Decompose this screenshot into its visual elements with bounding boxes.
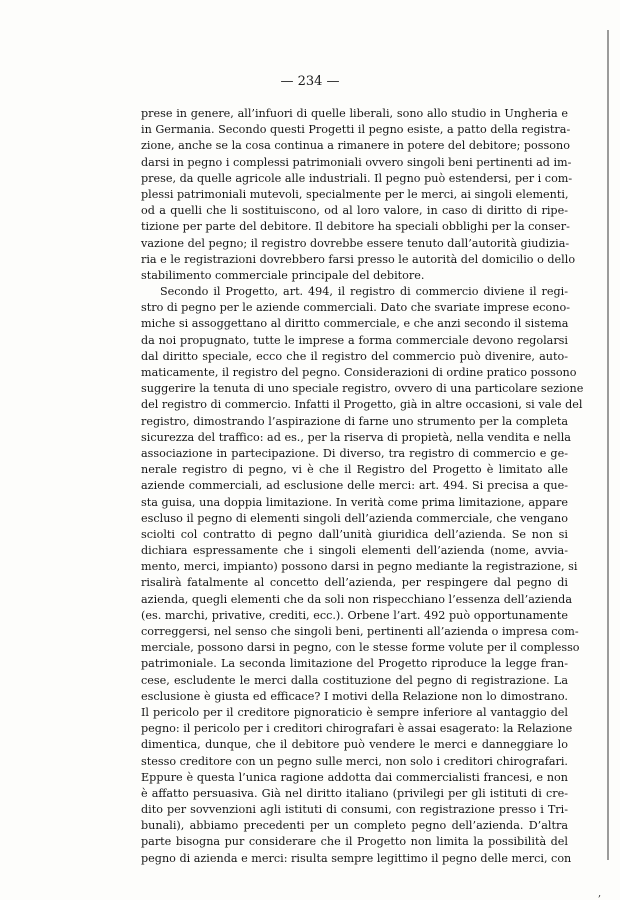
text-line: sicurezza del traffico: ad es., per la riserva di propietà, nella vendita e nella <box>141 430 571 444</box>
text-line: Secondo il Progetto, art. 494, il registro di commercio diviene il regi- <box>160 285 568 299</box>
text-line: prese, da quelle agricole alle industriali. Il pegno può estendersi, per i com- <box>141 171 573 185</box>
text-line: patrimoniale. La seconda limitazione del Progetto riproduce la legge fran- <box>141 657 568 671</box>
text-line: parte bisogna pur considerare che il Progetto non limita la possibilità del <box>141 835 568 849</box>
text-line: Eppure è questa l’unica ragione addotta dai commercialisti francesi, e non <box>141 770 568 784</box>
text-line: pegno di azienda e merci: risulta sempre legittimo il pegno delle merci, con <box>141 851 572 865</box>
text-line: od a quelli che li sostituiscono, od al loro valore, in caso di diritto di ripe- <box>141 204 568 218</box>
text-line: in Germania. Secondo questi Progetti il pegno esiste, a patto della registra- <box>141 123 571 137</box>
text-line: darsi in pegno i complessi patrimoniali ovvero singoli beni pertinenti ad im- <box>141 155 572 169</box>
scan-mark: , <box>598 888 602 899</box>
text-line: prese in genere, all’infuori di quelle liberali, sono allo studio in Ungheria e <box>141 107 568 120</box>
text-line: pegno: il pericolo per i creditori chirografari è assai esagerato: la Relazione <box>141 722 573 736</box>
text-line: dimentica, dunque, che il debitore può vendere le merci e danneggiare lo <box>141 738 568 752</box>
text-line: mento, merci, impianto) possono darsi in pegno mediante la registrazione, si <box>141 560 578 574</box>
text-line: stabilimento commerciale principale del debitore. <box>141 268 425 282</box>
text-line: da noi propugnato, tutte le imprese a forma commerciale devono regolarsi <box>141 333 568 347</box>
text-line: escluso il pegno di elementi singoli dell’azienda commerciale, che vengano <box>141 511 568 525</box>
text-line: dal diritto speciale, ecco che il registro del commercio può divenire, auto- <box>141 349 568 363</box>
text-line: miche si assoggettano al diritto commerciale, e che anzi secondo il sistema <box>141 317 569 331</box>
text-line: cese, escludente le merci dalla costituzione del pegno di registrazione. La <box>141 673 568 687</box>
text-line: vazione del pegno; il registro dovrebbe essere tenuto dall’autorità giudizia- <box>141 236 570 250</box>
text-line: sciolti col contratto di pegno dall’unità giuridica dell’azienda. Se non si <box>141 527 568 541</box>
text-line: stro di pegno per le aziende commerciali. Dato che svariate imprese econo- <box>141 301 570 315</box>
text-line: correggersi, nel senso che singoli beni, pertinenti all’azienda o impresa com- <box>141 625 579 638</box>
page-number: — 234 — <box>280 74 340 89</box>
text-line: del registro di commercio. Infatti il Progetto, già in altre occasioni, si vale del <box>141 398 583 412</box>
text-line: zione, anche se la cosa continua a rimanere in potere del debitore; possono <box>141 139 570 153</box>
text-line: dito per sovvenzioni agli istituti di consumi, con registrazione presso i Tri- <box>141 803 568 817</box>
text-line: merciale, possono darsi in pegno, con le stesse forme volute per il complesso <box>141 641 580 655</box>
text-line: tizione per parte del debitore. Il debitore ha speciali obblighi per la conser- <box>141 220 570 234</box>
text-line: plessi patrimoniali mutevoli, specialmente per le merci, ai singoli elementi, <box>141 187 569 201</box>
text-line: associazione in partecipazione. Di diverso, tra registro di commercio e ge- <box>141 446 568 460</box>
text-line: azienda, quegli elementi che da soli non rispecchiano l’essenza dell’azienda <box>141 592 572 606</box>
text-line: aziende commerciali, ad esclusione delle merci: art. 494. Si precisa a que- <box>141 479 568 493</box>
text-line: esclusione è giusta ed efficace? I motivi della Relazione non lo dimostrano. <box>141 689 568 703</box>
text-line: maticamente, il registro del pegno. Considerazioni di ordine pratico possono <box>141 366 577 379</box>
scan-edge-line <box>607 30 609 860</box>
text-line: suggerire la tenuta di uno speciale registro, ovvero di una particolare sezione <box>141 382 584 396</box>
text-line: dichiara espressamente che i singoli elementi dell’azienda (nome, avvia- <box>141 544 568 558</box>
text-line: bunali), abbiamo precedenti per un completo pegno dell’azienda. D’altra <box>141 819 568 833</box>
text-line: (es. marchi, privative, crediti, ecc.). Orbene l’art. 492 può opportunamente <box>141 608 568 622</box>
text-line: è affatto persuasiva. Già nel diritto italiano (privilegi per gli istituti di cre- <box>141 786 568 800</box>
text-line: sta guisa, una doppia limitazione. In verità come prima limitazione, appare <box>141 495 568 509</box>
text-line: stesso creditore con un pegno sulle merci, non solo i creditori chirografari. <box>141 754 568 768</box>
text-line: registro, dimostrando l’aspirazione di farne uno strumento per la completa <box>141 414 568 428</box>
text-line: ria e le registrazioni dovrebbero farsi presso le autorità del domicilio o dello <box>141 252 576 266</box>
text-line: nerale registro di pegno, vi è che il Registro del Progetto è limitato alle <box>141 463 568 477</box>
text-line: risalirà fatalmente al concetto dell’azienda, per respingere dal pegno di <box>141 576 568 590</box>
paragraph-1 <box>141 106 576 284</box>
text-line: Il pericolo per il creditore pignoraticio è sempre inferiore al vantaggio del <box>141 705 568 719</box>
body-text <box>141 106 584 867</box>
paragraph-2 <box>141 284 584 867</box>
